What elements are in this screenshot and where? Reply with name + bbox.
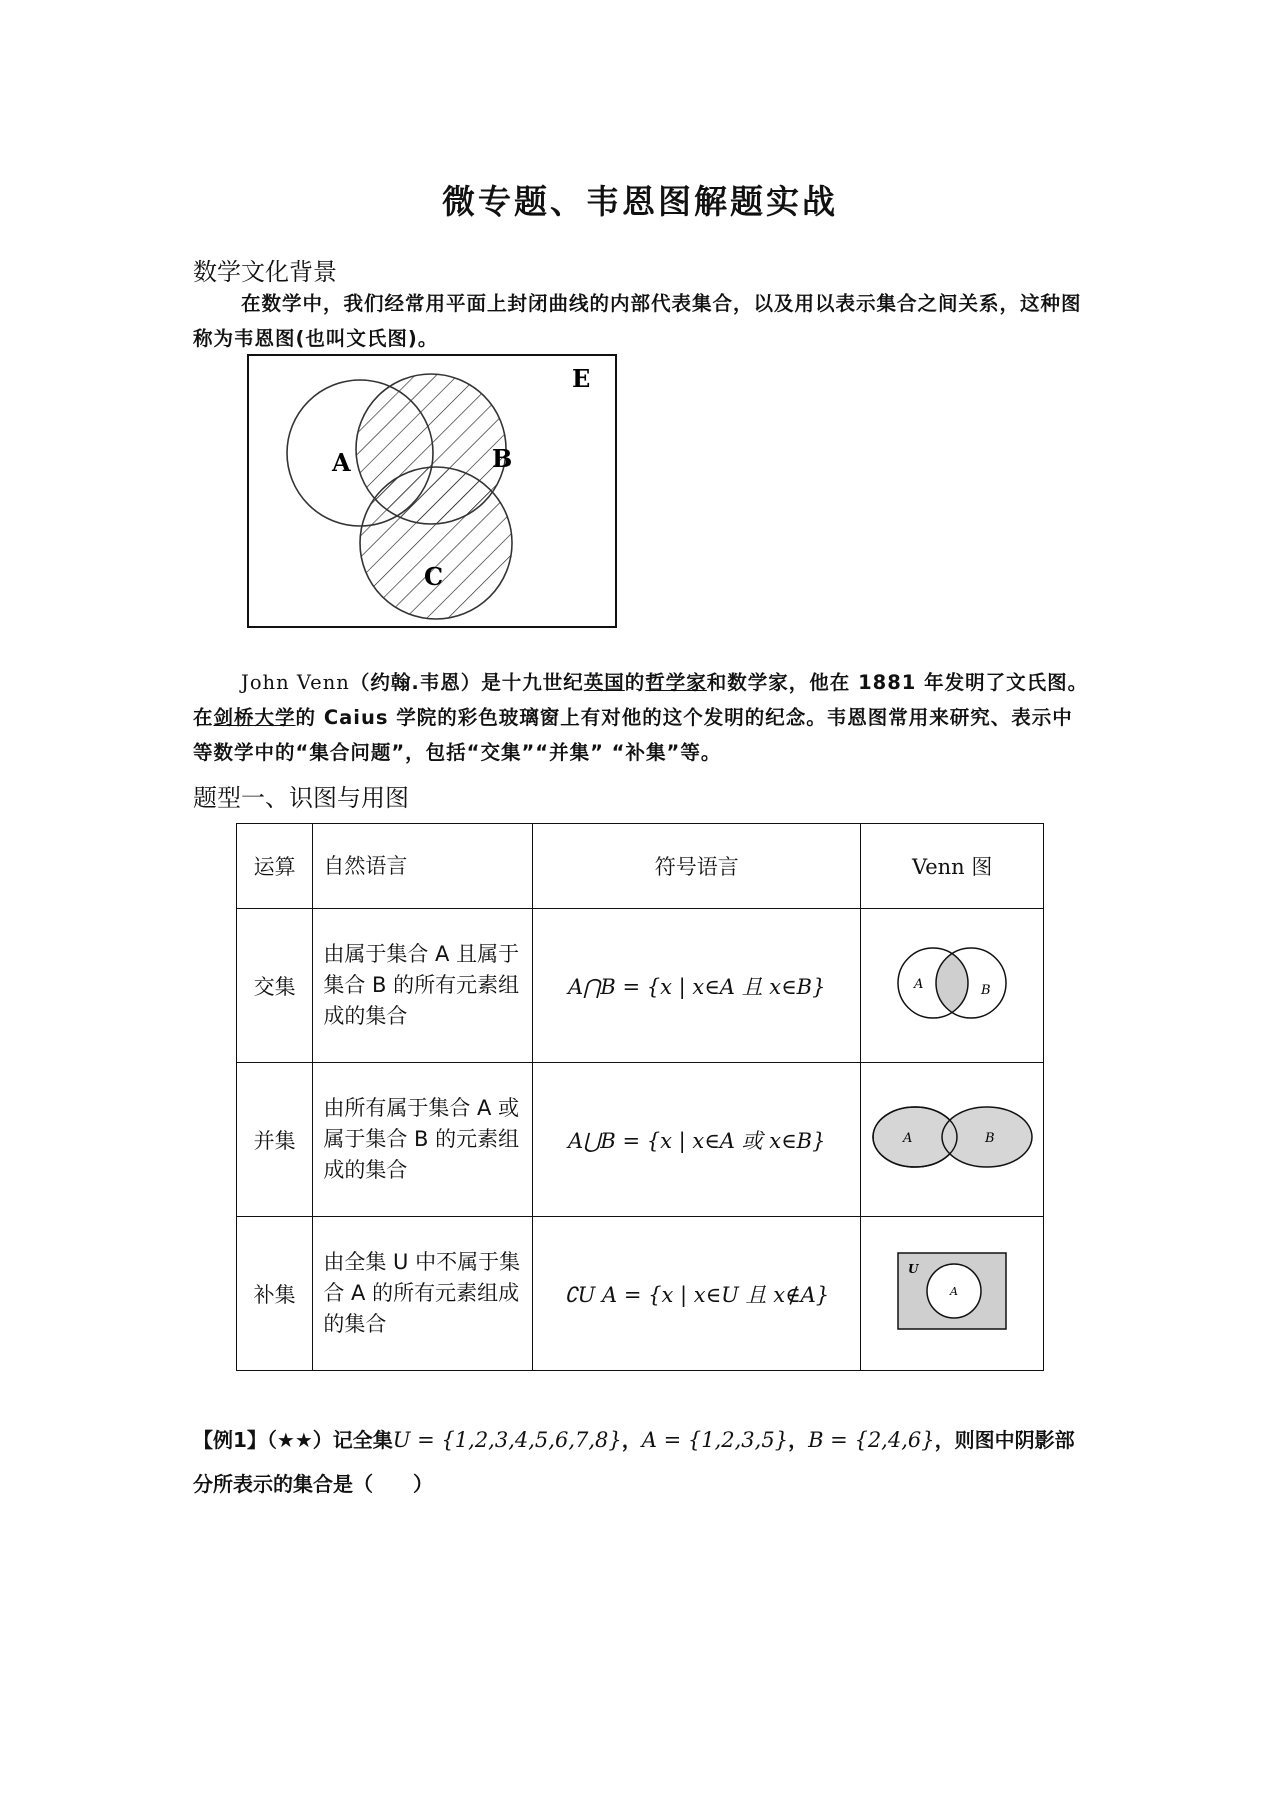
table-header-row — [237, 824, 1044, 909]
link-philosopher[interactable]: 哲学家 — [645, 671, 707, 694]
john-venn-name: John Venn — [241, 671, 350, 694]
op-name: 交集 — [237, 909, 313, 1063]
label-a: A — [332, 448, 351, 477]
link-england[interactable]: 英国 — [583, 671, 625, 694]
header-natural-language: 自然语言 — [313, 824, 533, 909]
set-operations-table — [236, 823, 1044, 1371]
example-separator-1: ， — [621, 1428, 642, 1452]
example-1 — [193, 1418, 1093, 1506]
venn-label-a: A — [903, 1131, 913, 1147]
natural-description: 由全集 U 中不属于集合 A 的所有元素组成的集合 — [313, 1217, 533, 1371]
op-name: 并集 — [237, 1063, 313, 1217]
page-title: 微专题、韦恩图解题实战 — [442, 182, 838, 221]
table-row-intersection — [237, 909, 1044, 1063]
intro-paragraph: 在数学中，我们经常用平面上封闭曲线的内部代表集合，以及用以表示集合之间关系，这种图称为韦恩图(也叫文氏图)。 — [193, 292, 1082, 350]
complement-venn-icon — [896, 1251, 1008, 1331]
symbolic-formula: A⋃B = {x | x∈A 或 x∈B} — [533, 1063, 861, 1217]
example-separator-2: ， — [788, 1428, 809, 1452]
symbolic-formula: A⋂B = {x | x∈A 且 x∈B} — [533, 909, 861, 1063]
venn-label-a: A — [950, 1285, 959, 1299]
op-name: 补集 — [237, 1217, 313, 1371]
venn-cell — [861, 909, 1044, 1063]
venn-diagram-abc — [246, 353, 618, 629]
venn-cell — [861, 1217, 1044, 1371]
venn-label-b: B — [985, 1131, 995, 1147]
table-row-union — [237, 1063, 1044, 1217]
venn-history-paragraph — [193, 665, 1093, 770]
history-text-2: 的 — [624, 671, 646, 694]
section-heading-culture: 数学文化背景 — [193, 258, 337, 286]
table-row-complement — [237, 1217, 1044, 1371]
header-venn: Venn 图 — [861, 824, 1044, 909]
history-text-1: （约翰.韦恩）是十九世纪 — [349, 671, 584, 694]
venn-cell — [861, 1063, 1044, 1217]
header-symbolic-language: 符号语言 — [533, 824, 861, 909]
example-tag: 【例1】（★★）记全集 — [193, 1428, 393, 1452]
venn-label-u: U — [908, 1262, 919, 1277]
link-cambridge[interactable]: 剑桥大学 — [213, 706, 296, 729]
header-operation: 运算 — [237, 824, 313, 909]
set-b: B = {2,4,6} — [808, 1428, 935, 1452]
label-b: B — [492, 444, 513, 473]
label-c: C — [424, 562, 444, 591]
set-a: A = {1,2,3,5} — [641, 1428, 789, 1452]
history-text-4: 的 Caius 学院的彩色玻璃窗上有对他的这个发明的纪念。韦恩图常用来研究、表示中等数学中的“集合问题”，包括“交集”“并集” “补集”等。 — [193, 706, 1073, 764]
example-question: ，则图中阴影部分所表示的集合是（ ） — [193, 1428, 1075, 1496]
natural-description: 由属于集合 A 且属于集合 B 的所有元素组成的集合 — [313, 909, 533, 1063]
universal-set: U = {1,2,3,4,5,6,7,8} — [392, 1428, 622, 1452]
symbolic-formula: ∁U A = {x | x∈U 且 x∉A} — [533, 1217, 861, 1371]
history-text-3: 和数学家，他在 1881 年发明了文氏图。在 — [193, 671, 1089, 729]
natural-description: 由所有属于集合 A 或属于集合 B 的元素组成的集合 — [313, 1063, 533, 1217]
label-e: E — [572, 364, 591, 393]
section-heading-type1: 题型一、识图与用图 — [193, 784, 409, 812]
intersection-venn-icon — [887, 942, 1017, 1024]
venn-label-a: A — [914, 977, 924, 993]
venn-label-b: B — [981, 983, 991, 999]
union-venn-icon — [867, 1102, 1037, 1172]
